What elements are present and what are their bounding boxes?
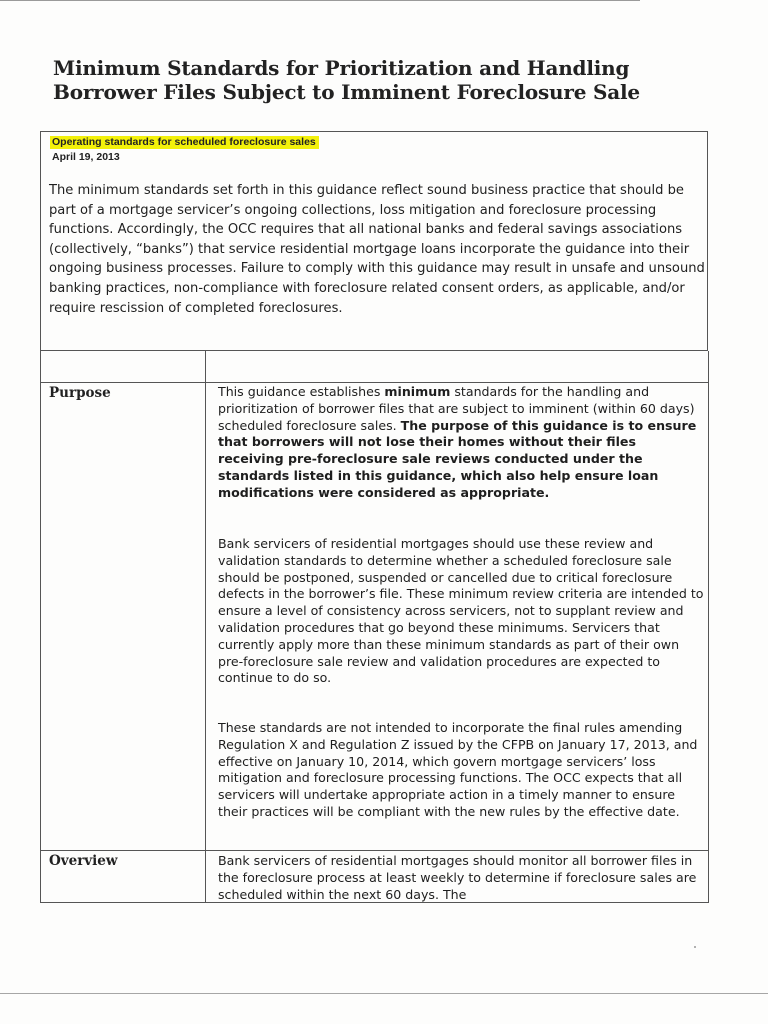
scan-edge-top — [0, 0, 640, 1]
table-row-divider — [40, 850, 709, 851]
title-line-2: Borrower Files Subject to Imminent Foreclosure Sale — [53, 80, 640, 104]
intro-body: The minimum standards set forth in this guidance reflect sound business practice that should be part of a mortgage servicer’s ongoing collections, loss mitigation and foreclosure processing functions. Accordingly, the OCC requires that all national banks and federal savings associations (collectively, “banks”) that service residential mortgage loans incorporate the guidance into their ongoing business processes. Failure to comply with this guidance may result in unsafe and unsound banking practices, non-compliance with foreclosure related consent orders, as applicable, and/or require rescission of completed foreclosures. — [49, 183, 705, 316]
document-title — [53, 56, 693, 104]
purpose-paragraph-1 — [218, 384, 704, 502]
purpose-text-a: This guidance establishes — [218, 384, 385, 399]
table-row-divider — [40, 382, 709, 383]
intro-paragraph — [49, 181, 709, 318]
table-column-divider — [205, 351, 206, 903]
row-label-purpose: Purpose — [49, 385, 111, 401]
row-label-overview: Overview — [49, 853, 118, 869]
overview-text: Bank servicers of residential mortgages should monitor all borrower files in the foreclosure process at least weekly to determine if foreclosure sales are scheduled within the next 60 days. The — [218, 853, 697, 902]
intro-date: April 19, 2013 — [52, 151, 120, 163]
purpose-text-p3: These standards are not intended to incorporate the final rules amending Regulation X and Regulation Z issued by the CFPB on January 17, 2013, and effective on January 10, 2014, which govern mortgage servicers’ loss mitigation and foreclosure processing functions. The OCC expects that all servicers will undertake appropriate action in a timely manner to ensure their practices will be compliant with the new rules by the effective date. — [218, 720, 698, 819]
overview-paragraph — [218, 853, 704, 903]
scan-edge-bottom — [0, 993, 768, 994]
purpose-text-p2: Bank servicers of residential mortgages should use these review and validation standards to determine whether a scheduled foreclosure sale should be postponed, suspended or cancelled due to critical foreclosure defects in the borrower’s file. These minimum review criteria are intended to ensure a level of consistency across servicers, not to supplant review and validation procedures that go beyond these minimums. Servicers that currently apply more than these minimum standards as part of their own pre-foreclosure sale review and validation procedures are expected to continue to do so. — [218, 536, 704, 686]
purpose-paragraph-2 — [218, 536, 704, 687]
purpose-text-c: standards for the handling and prioritization of borrower files that are subject to imminent (within 60 days) scheduled foreclosure sales. — [218, 384, 695, 433]
purpose-emphasis-minimum: minimum — [384, 384, 451, 399]
intro-highlighted-heading: Operating standards for scheduled foreclosure sales — [50, 136, 319, 149]
scan-speck — [694, 946, 696, 948]
purpose-paragraph-3 — [218, 720, 704, 821]
title-line-1: Minimum Standards for Prioritization and Handling — [53, 56, 630, 80]
purpose-emphasis-statement: The purpose of this guidance is to ensure that borrowers will not lose their homes without their files receiving pre-foreclosure sale reviews conducted under the standards listed in this guidance, which also help ensure loan modifications were considered as appropriate. — [218, 417, 697, 500]
